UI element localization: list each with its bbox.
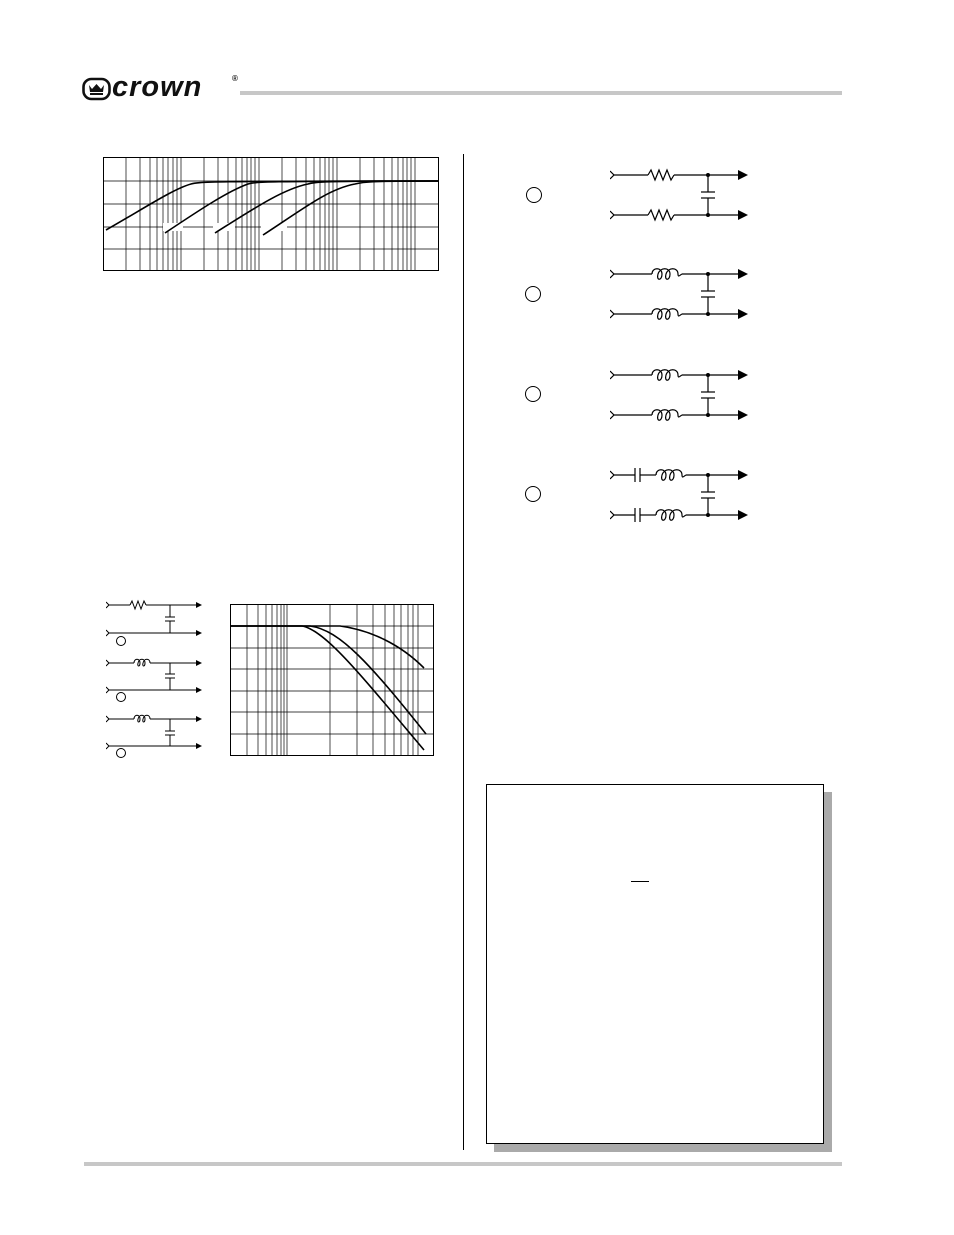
crown-logo [82,71,244,103]
filter-network-3 [610,365,750,427]
info-sidebar-box [486,784,824,1144]
network-label-circle-3 [525,386,541,402]
brand-wordmark: crown [112,71,203,103]
network-label-circle-1 [526,187,542,203]
registered-mark: ® [232,74,238,83]
network-label-circle-2 [525,286,541,302]
network-label-circle-4 [525,486,541,502]
lowpass-response-plot [230,604,434,756]
crown-emblem-icon [82,76,112,102]
header-rule [240,91,842,95]
filter-network-1 [610,165,750,227]
filter-network-4 [610,465,750,527]
footer-rule [84,1162,842,1166]
filter-network-2 [610,264,750,326]
lowpass-networks [106,598,206,760]
fraction-bar [631,881,649,882]
highpass-response-plot [103,157,439,271]
column-divider [463,154,464,1150]
